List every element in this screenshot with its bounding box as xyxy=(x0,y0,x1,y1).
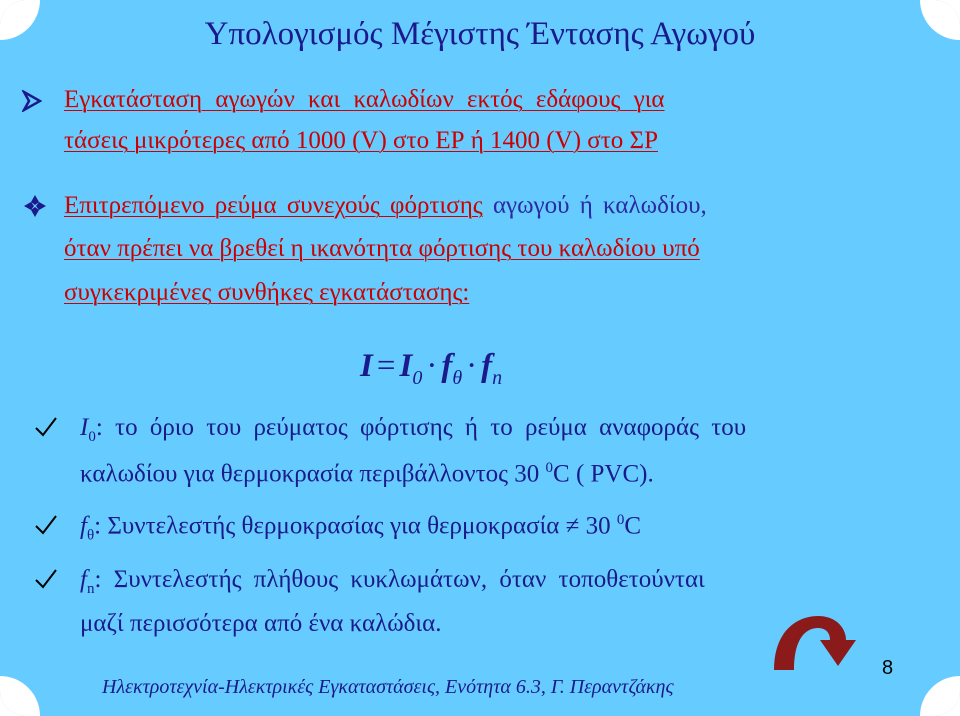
diamond-bullet-icon xyxy=(24,195,46,217)
bullet2-blue-text: αγωγού ή καλωδίου, xyxy=(482,192,707,219)
check2-symbol: f xyxy=(80,512,87,540)
checkmark-icon xyxy=(34,416,58,438)
formula-f2-sub: n xyxy=(492,367,503,389)
formula-i0-sub: 0 xyxy=(412,367,423,389)
check1-symbol: I xyxy=(80,414,89,441)
check1-text2a: καλωδίου για θερμοκρασία περιβάλλοντος 30 xyxy=(80,460,546,488)
check3-sub: n xyxy=(86,581,95,597)
check3-text1: : Συντελεστής πλήθους κυκλωμάτων, όταν τοποθετούνται xyxy=(94,566,705,593)
corner-cut xyxy=(920,676,960,716)
check2-sub: θ xyxy=(86,527,95,544)
checkmark-icon xyxy=(34,514,58,536)
check1-line2 xyxy=(80,460,654,488)
formula-i0: I xyxy=(399,348,413,384)
formula-f1-sub: θ xyxy=(452,367,463,389)
check2-text-a: : Συντελεστής θερμοκρασίας για θερμοκρασία ≠ 30 xyxy=(94,512,617,540)
bullet1-line1: Εγκατάσταση αγωγών και καλωδίων εκτός εδάφους για xyxy=(64,86,665,113)
check2-line xyxy=(80,512,641,544)
page-number: 8 xyxy=(882,657,894,679)
formula-lhs: I xyxy=(360,348,373,384)
check1-sup: 0 xyxy=(545,460,554,476)
checkmark-icon xyxy=(34,568,58,590)
formula-dot: · xyxy=(466,348,478,384)
formula xyxy=(360,348,502,390)
bullet2-line1 xyxy=(64,192,707,220)
check3-symbol: f xyxy=(80,566,87,593)
bullet1-line2: τάσεις μικρότερες από 1000 (V) στο ΕΡ ή 1400 (V) στο ΣΡ xyxy=(64,127,658,154)
corner-cut xyxy=(0,676,40,716)
slide-title: Υπολογισμός Μέγιστης Έντασης Αγωγού xyxy=(204,16,756,52)
check3-line1 xyxy=(80,566,705,598)
check1-text2b: C ( PVC). xyxy=(553,460,654,488)
bullet2-red-text: Επιτρεπόμενο ρεύμα συνεχούς φόρτισης xyxy=(64,192,483,219)
formula-eq: = xyxy=(376,348,396,384)
formula-f2: f xyxy=(481,348,493,384)
check1-sub: 0 xyxy=(88,429,96,445)
u-turn-arrow-icon xyxy=(770,610,860,672)
arrow-bullet-icon xyxy=(22,90,42,112)
footer: Ηλεκτροτεχνία-Ηλεκτρικές Εγκαταστάσεις, Ενότητα 6.3, Γ. Περαντζάκης xyxy=(102,676,674,698)
check1-line1 xyxy=(80,414,746,446)
check3-line2: μαζί περισσότερα από ένα καλώδια. xyxy=(80,610,442,637)
bullet2-line3: συγκεκριμένες συνθήκες εγκατάστασης: xyxy=(64,279,470,306)
check2-sup: 0 xyxy=(616,512,625,528)
check1-text1: : το όριο του ρεύματος φόρτισης ή το ρεύμα αναφοράς του xyxy=(95,414,747,441)
check2-text-b: C xyxy=(624,512,642,540)
formula-dot: · xyxy=(426,348,438,384)
formula-f1: f xyxy=(441,348,453,384)
bullet2-line2: όταν πρέπει να βρεθεί η ικανότητα φόρτισης του καλωδίου υπό xyxy=(64,235,700,262)
